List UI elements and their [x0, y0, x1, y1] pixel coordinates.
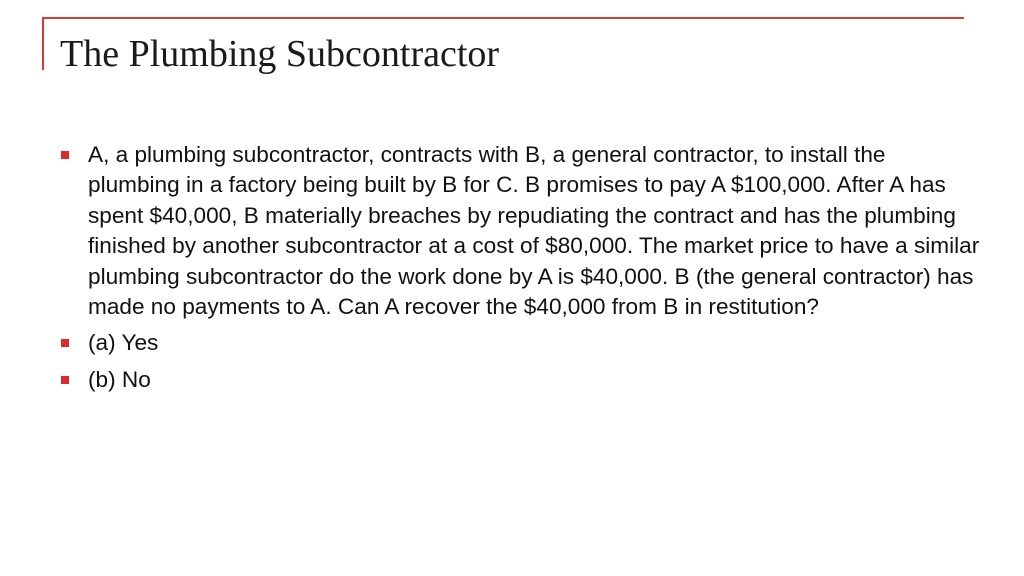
- title-accent-line-left: [42, 17, 44, 70]
- bullet-square-icon: [61, 376, 69, 384]
- bullet-text-option-yes: (a) Yes: [88, 330, 159, 356]
- bullet-list: [60, 140, 980, 401]
- bullet-item-question: [60, 140, 980, 322]
- bullet-text-option-no: (b) No: [88, 366, 151, 392]
- slide-title: The Plumbing Subcontractor: [60, 33, 500, 75]
- bullet-square-icon: [61, 151, 69, 159]
- title-accent-line-top: [42, 17, 964, 19]
- bullet-square-icon: [61, 339, 69, 347]
- bullet-text-question: A, a plumbing subcontractor, contracts with B, a general contractor, to install the plumbing in a factory being built by B for C. B promises to pay A $100,000. After A has spent $40,000, B materially breaches by repudiating the contract and has the plumbing finished by another subcontractor at a cost of $80,000. The market price to have a similar plumbing subcontractor do the work done by A is $40,000. B (the general contractor) has made no payments to A. Can A recover the $40,000 from B in restitution?: [88, 142, 980, 320]
- bullet-item-option-no: [60, 365, 980, 395]
- bullet-item-option-yes: [60, 328, 980, 358]
